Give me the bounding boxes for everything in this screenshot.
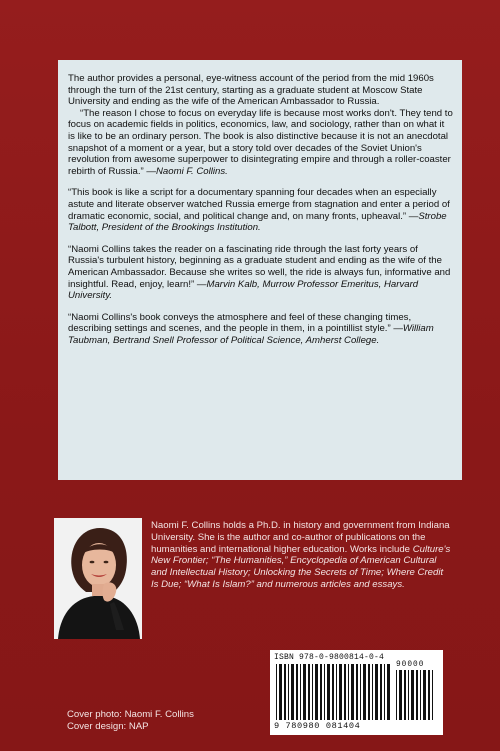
price-addon-number: 90000 <box>396 661 425 669</box>
author-quote-attribution: —Naomi F. Collins. <box>143 165 228 177</box>
isbn-number: ISBN 978-0-9800814-0-4 <box>274 653 385 662</box>
bio-text: Naomi F. Collins holds a Ph.D. in history and government from Indiana University. She is the author and co-author of publications on the humanities and international higher education. Works include <box>151 520 450 555</box>
author-portrait-image <box>54 518 142 639</box>
author-photo <box>54 518 142 639</box>
author-bio <box>151 520 451 591</box>
barcode-bars <box>276 664 392 720</box>
cover-photo-credit: Cover photo: Naomi F. Collins <box>67 709 194 720</box>
endorsement-attribution: —William Taubman, Bertrand Snell Professor of Political Science, Amherst College. <box>68 323 434 346</box>
blurb-intro: The author provides a personal, eye-witness account of the period from the mid 1960s through the turn of the 21st century, starting as a graduate student at Moscow State University and ending as the wife of the American Ambassador to Russia. <box>68 73 434 108</box>
endorsement-text: “This book is like a script for a documentary spanning four decades when an especially astute and literate observer watched Russia emerge from stagnation and enter a period of dramatic economic, social, and political change and, on many fronts, upheaval.” <box>68 187 450 222</box>
endorsement-text: “Naomi Collins takes the reader on a fascinating ride through the last forty years of Russia's turbulent history, beginning as a graduate student and ending as the wife of the American Ambassador. Because she writes so well, the ride is always fun, informative and insightful. Read, enjoy, learn!” <box>68 243 451 290</box>
endorsement-taubman <box>68 312 453 347</box>
bio-works: Culture's New Frontier; “The Humanities,” Encyclopedia of American Cultural and Intellectual History; Unlocking the Secrets of Time; Where Credit Is Due; “What Is Islam?” and numerous articles and essays. <box>151 543 451 590</box>
endorsement-text: “Naomi Collins's book conveys the atmosphere and feel of these changing times, describing settings and scenes, and the people in them, in a pointillist style.” <box>68 311 412 335</box>
cover-design-credit: Cover design: NAP <box>67 721 149 732</box>
author-quote <box>68 108 453 178</box>
isbn-barcode <box>270 650 443 735</box>
ean-number: 9 780980 081404 <box>274 721 361 731</box>
author-quote-text: “The reason I chose to focus on everyday life is because most works don't. They tend to focus on academic fields in politics, economics, law, and sociology, rather than on what it is like to be an ordinary person. The book is also distinctive because it is not an anecdotal snapshot of a moment or a year, but a story told over decades of the Soviet Union's revolution from awesome superpower to disintegrating empire and through a roller-coaster rebirth of Russia.” <box>68 107 453 177</box>
addon-barcode-bars <box>396 670 436 720</box>
endorsement-attribution: —Strobe Talbott, President of the Brookings Institution. <box>68 210 447 234</box>
endorsement-talbott <box>68 187 453 233</box>
blurb-box <box>58 60 462 480</box>
endorsement-kalb <box>68 244 453 302</box>
credits <box>67 709 194 733</box>
endorsement-attribution: —Marvin Kalb, Murrow Professor Emeritus, Harvard University. <box>68 278 419 302</box>
